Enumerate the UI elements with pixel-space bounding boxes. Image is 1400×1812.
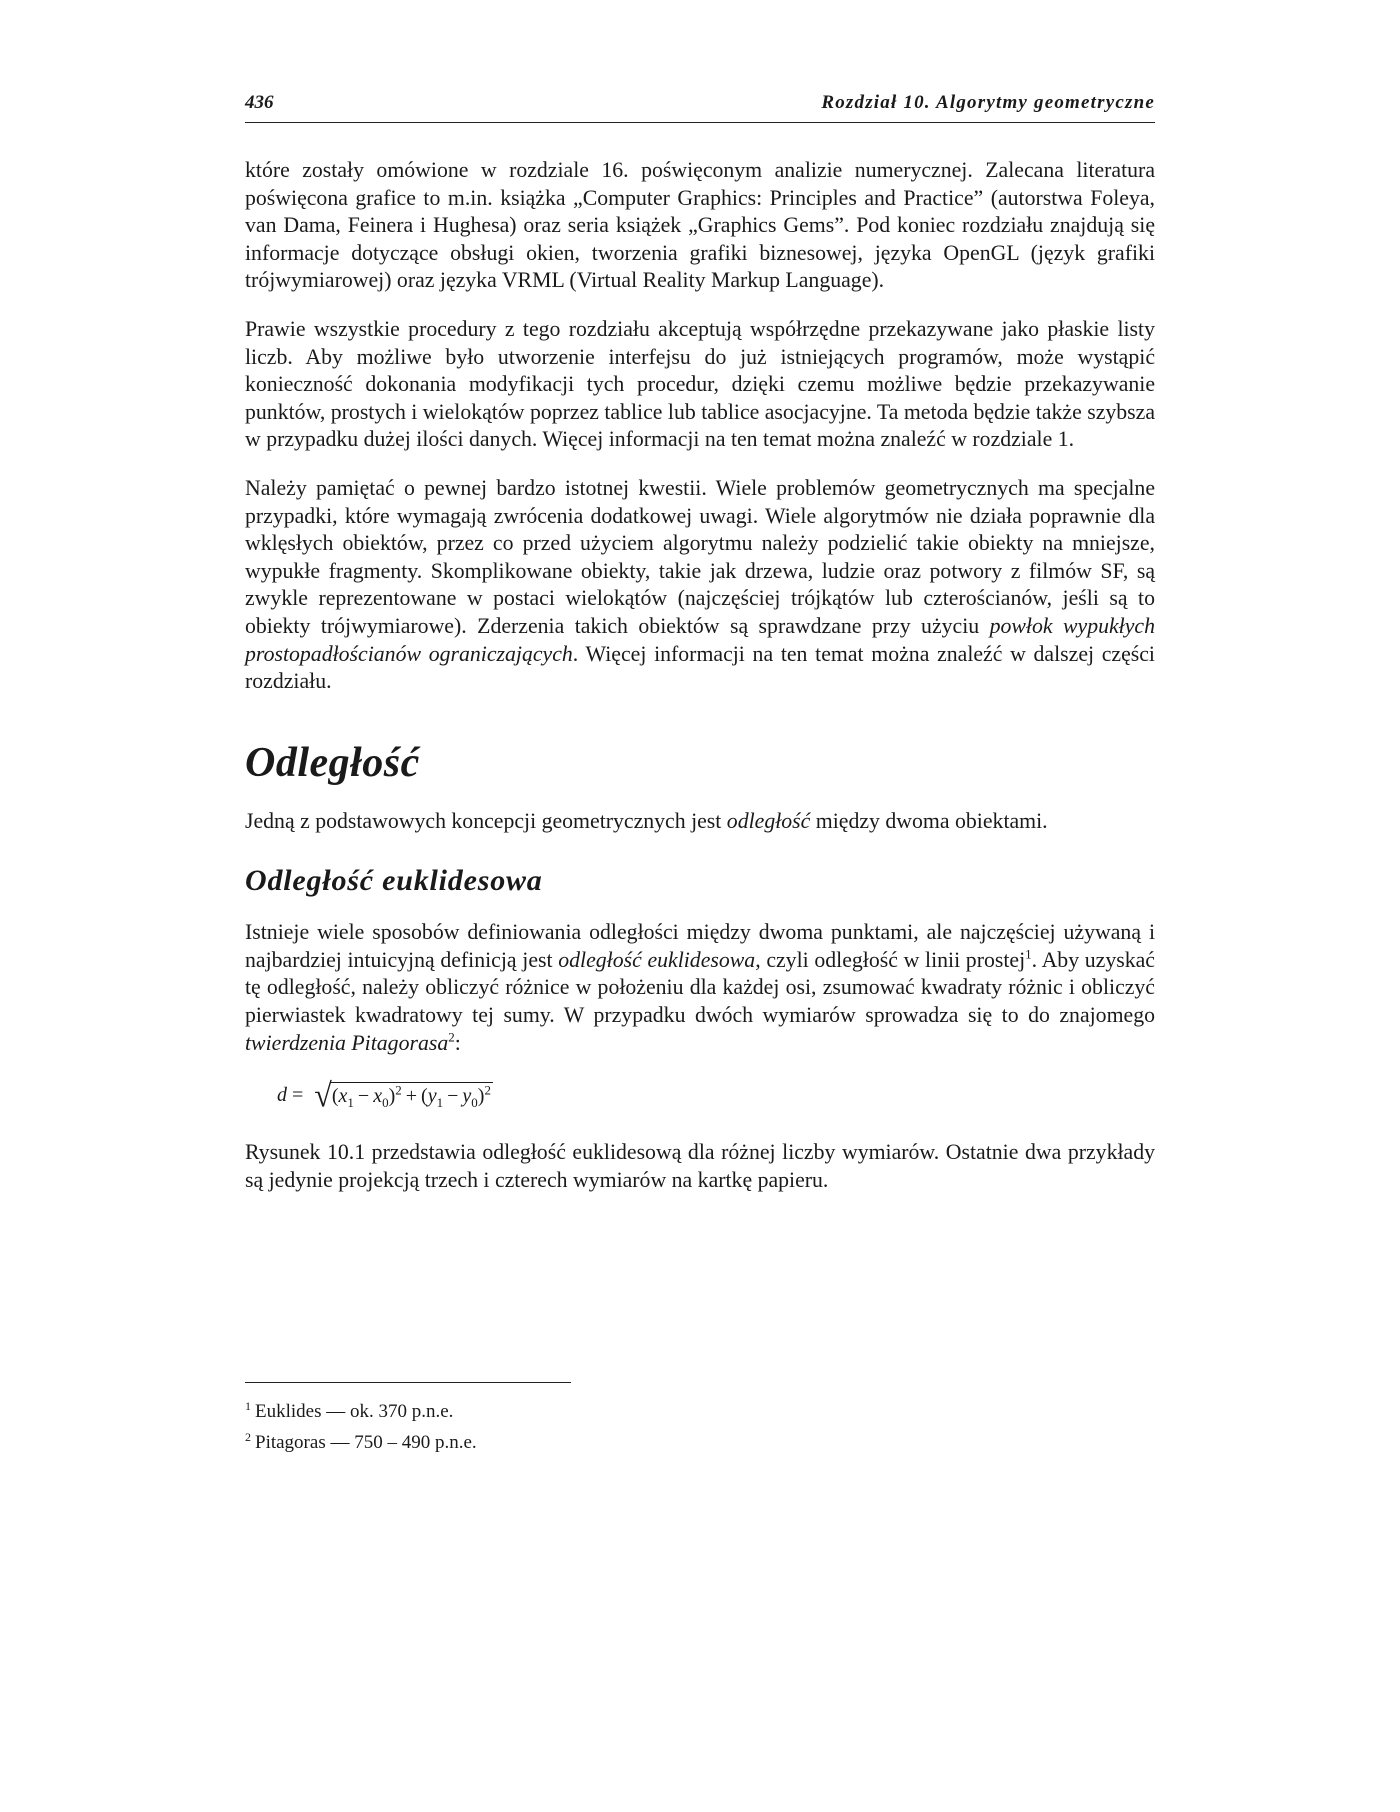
var-x0: x bbox=[373, 1085, 383, 1108]
minus-1: − bbox=[357, 1085, 370, 1108]
distance-formula bbox=[277, 1073, 1155, 1117]
footnote-mark-1: 1 bbox=[245, 1398, 251, 1413]
radicand bbox=[330, 1082, 493, 1111]
var-y1: y bbox=[427, 1085, 437, 1108]
radical-sign-icon: √ bbox=[314, 1076, 332, 1115]
footnote-separator bbox=[245, 1382, 571, 1383]
page-content bbox=[245, 92, 1155, 1215]
footnote-text-2: Pitagoras — 750 – 490 p.n.e. bbox=[255, 1432, 477, 1453]
sub-y0: 0 bbox=[471, 1095, 478, 1111]
paragraph-3-emphasis: powłok wypukłych prostopadłościanów ograniczających bbox=[245, 613, 1155, 666]
paragraph-4-text-b: między dwoma obiektami. bbox=[810, 808, 1048, 833]
paragraph-5-emphasis-1: odległość euklidesowa bbox=[558, 947, 756, 972]
sub-x0: 0 bbox=[382, 1095, 389, 1111]
paragraph-5-text-a: Istnieje wiele sposobów definiowania odległości między dwoma punktami, ale najczęściej używaną i najbardziej intuicyjną definicją jest bbox=[245, 920, 1155, 972]
exponent-1: 2 bbox=[395, 1082, 402, 1098]
subsection-heading-euclidean: Odległość euklidesowa bbox=[245, 864, 543, 898]
paren-open-2: ( bbox=[421, 1085, 428, 1108]
footnotes bbox=[245, 1396, 945, 1458]
paragraph-1: które zostały omówione w rozdziale 16. poświęconym analizie numerycznej. Zalecana literatura poświęcona grafice to m.in. książka „Computer Graphics: Principles and Practice” (autorstwa Foleya, van Dama, Feinera i Hughesa) oraz seria książek „Graphics Gems”. Pod koniec rozdziału znajdują się informacje dotyczące obsługi okien, tworzenia grafiki biznesowej, języka OpenGL (język grafiki trójwymiarowej) oraz języka VRML (Virtual Reality Markup Language). bbox=[245, 158, 1155, 293]
square-root bbox=[314, 1076, 493, 1115]
paragraph-5-text-b: , czyli odległość w linii prostej bbox=[755, 947, 1026, 972]
paragraph-4 bbox=[245, 808, 1155, 836]
paren-open-1: ( bbox=[331, 1085, 339, 1108]
minus-2: − bbox=[447, 1085, 459, 1108]
paragraph-5-emphasis-2: twierdzenia Pitagorasa bbox=[245, 1030, 449, 1055]
exponent-2: 2 bbox=[484, 1082, 491, 1098]
paren-close-2: ) bbox=[477, 1085, 485, 1108]
footnote-ref-2: 2 bbox=[448, 1029, 455, 1045]
footnote-2 bbox=[245, 1427, 945, 1458]
paragraph-5-text-d: : bbox=[454, 1030, 461, 1055]
footnote-ref-1: 1 bbox=[1025, 946, 1032, 962]
paragraph-3-text-b: . Więcej informacji na ten temat można znaleźć w dalszej części rozdziału. bbox=[245, 641, 1155, 694]
paragraph-3 bbox=[245, 475, 1155, 696]
var-y0: y bbox=[462, 1085, 472, 1108]
body-text bbox=[245, 157, 1155, 1194]
running-header bbox=[245, 92, 1155, 123]
var-x1: x bbox=[338, 1085, 348, 1108]
footnote-1 bbox=[245, 1396, 945, 1427]
paren-close-1: ) bbox=[388, 1085, 396, 1108]
sub-y1: 1 bbox=[436, 1095, 444, 1111]
page-number: 436 bbox=[245, 92, 274, 113]
plus-sign: + bbox=[405, 1085, 418, 1108]
formula-equals: = bbox=[292, 1083, 304, 1106]
paragraph-4-emphasis: odległość bbox=[726, 808, 811, 833]
paragraph-5 bbox=[245, 919, 1155, 1057]
paragraph-2: Prawie wszystkie procedury z tego rozdziału akceptują współrzędne przekazywane jako płaskie listy liczb. Aby możliwe było utworzenie interfejsu do już istniejących programów, może wystąpić konieczność dokonania modyfikacji tych procedur, dzięki czemu możliwe będzie przekazywanie punktów, prostych i wielokątów poprzez tablice lub tablice asocjacyjne. Ta metoda będzie także szybsza w przypadku dużej ilości danych. Więcej informacji na ten temat można znaleźć w rozdziale 1. bbox=[245, 316, 1155, 452]
paragraph-3-text-a: Należy pamiętać o pewnej bardzo istotnej kwestii. Wiele problemów geometrycznych ma specjalne przypadki, które wymagają zwrócenia dodatkowej uwagi. Wiele algorytmów nie działa poprawnie dla wklęsłych obiektów, przez co przed użyciem algorytmu należy podzielić takie obiekty na mniejsze, wypukłe fragmenty. Skomplikowane obiekty, takie jak drzewa, ludzie oraz potwory z filmów SF, są zwykle reprezentowane w postaci wielokątów (najczęściej trójkątów lub czterościanów, jeśli są to obiekty trójwymiarowe). Zderzenia takich obiektów są sprawdzane przy użyciu bbox=[245, 475, 1155, 638]
formula-lhs: d bbox=[277, 1083, 287, 1106]
paragraph-6: Rysunek 10.1 przedstawia odległość euklidesową dla różnej liczby wymiarów. Ostatnie dwa przykłady są jedynie projekcją trzech i czterech wymiarów na kartkę papieru. bbox=[245, 1140, 1155, 1192]
paragraph-5-text-c: . Aby uzyskać tę odległość, należy obliczyć różnice w położeniu dla każdej osi, zsumować kwadraty różnic i obliczyć pierwiastek kwadratowy tej sumy. W przypadku dwóch wymiarów sprowadza się to do znajomego bbox=[245, 947, 1155, 1028]
footnote-mark-2: 2 bbox=[245, 1429, 251, 1444]
sub-x1: 1 bbox=[347, 1095, 354, 1111]
paragraph-4-text-a: Jedną z podstawowych koncepcji geometrycznych jest bbox=[245, 808, 727, 833]
chapter-running-title: Rozdział 10. Algorytmy geometryczne bbox=[821, 92, 1155, 113]
footnote-text-1: Euklides — ok. 370 p.n.e. bbox=[255, 1401, 454, 1422]
section-heading-distance: Odległość bbox=[245, 739, 420, 786]
